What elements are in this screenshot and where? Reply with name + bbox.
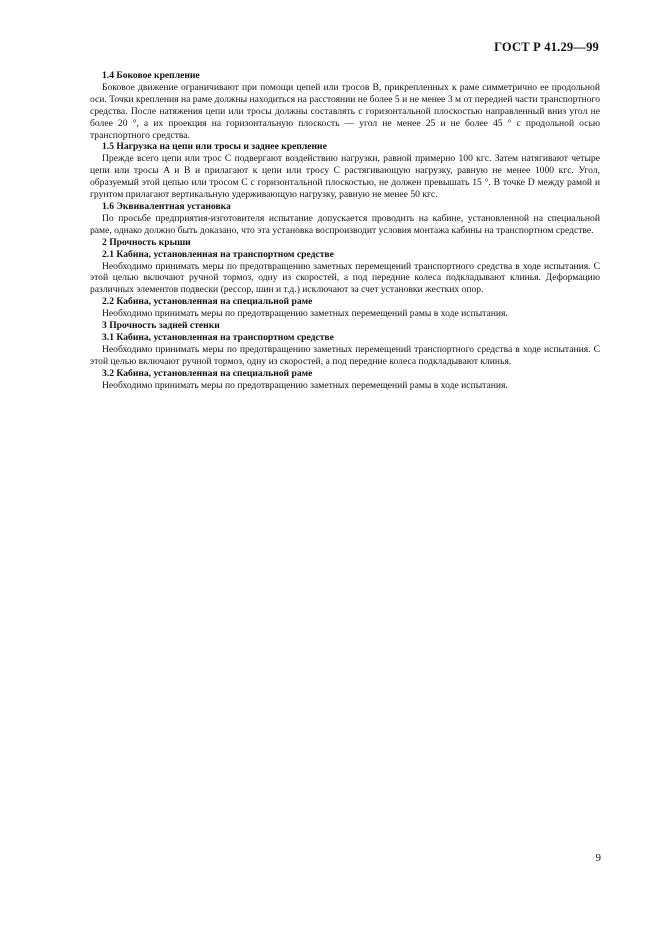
section-heading-2: 2 Прочность крыши bbox=[102, 236, 191, 248]
section-heading-2-2: 2.2 Кабина, установленная на специальной раме bbox=[102, 296, 313, 308]
section-heading-3-2: 3.2 Кабина, установленная на специальной раме bbox=[102, 367, 313, 379]
section-heading-1-4: 1.4 Боковое крепление bbox=[102, 70, 200, 81]
section-heading-2-1: 2.1 Кабина, установленная на транспортном средстве bbox=[102, 248, 334, 260]
section-paragraph: Прежде всего цепи или трос C подвергают воздействию нагрузки, равной примерно 100 кгс. Затем натягивают четыре цепи или тросы A и B и прилагают к цепи или тросу C растягивающую нагрузку, равную не менее 1000 кгс. Угол, образуемый этой цепью или тросом C с горизонтальной плоскостью, не должен превышать 15 °. В точке D между рамой и грунтом прилагают вертикальную удерживающую нагрузку, равную не менее 50 кгс. bbox=[90, 153, 600, 201]
section-heading-3: 3 Прочность задней стенки bbox=[102, 320, 220, 332]
section-heading-1-6: 1.6 Эквивалентная установка bbox=[102, 200, 231, 212]
section-heading-1-5: 1.5 Нагрузка на цепи или тросы и заднее крепление bbox=[102, 141, 327, 153]
document-header: ГОСТ Р 41.29—99 bbox=[494, 40, 599, 54]
section-paragraph: Необходимо принимать меры по предотвращению заметных перемещений рамы в ходе испытания. bbox=[102, 308, 508, 320]
section-paragraph: Необходимо принимать меры по предотвращению заметных перемещений транспортного средства в ходе испытания. С этой целью включают ручной тормоз, одну из скоростей, а под передние колеса подкладывают клинья. Деформацию различных элементов подвески (рессор, шин и т.д.) исключают за счет установки жестких опор. bbox=[90, 260, 600, 296]
document-body bbox=[90, 70, 600, 391]
section-paragraph: Необходимо принимать меры по предотвращению заметных перемещений транспортного средства в ходе испытания. С этой целью включают ручной тормоз, одну из скоростей, а под передние колеса подкладывают клинья. bbox=[90, 343, 600, 367]
section-paragraph: По просьбе предприятия-изготовителя испытание допускается проводить на кабине, установленной на специальной раме, однако должно быть доказано, что эта установка воспроизводит условия монтажа кабины на транспортном средстве. bbox=[90, 212, 600, 236]
section-paragraph: Боковое движение ограничивают при помощи цепей или тросов B, прикрепленных к раме симметрично ее продольной оси. Точки крепления на раме должны находиться на расстоянии не более 5 и не менее 3 м от передней части транспортного средства. После натяжения цепи или тросы должны составлять с горизонтальной плоскостью направленный вниз угол не более 20 °, а их проекция на горизонтальную плоскость — угол не менее 25 и не более 45 ° с продольной осью транспортного средства. bbox=[90, 81, 600, 141]
page-number: 9 bbox=[595, 852, 601, 864]
section-paragraph: Необходимо принимать меры по предотвращению заметных перемещений рамы в ходе испытания. bbox=[102, 379, 508, 391]
section-heading-3-1: 3.1 Кабина, установленная на транспортном средстве bbox=[102, 331, 334, 343]
